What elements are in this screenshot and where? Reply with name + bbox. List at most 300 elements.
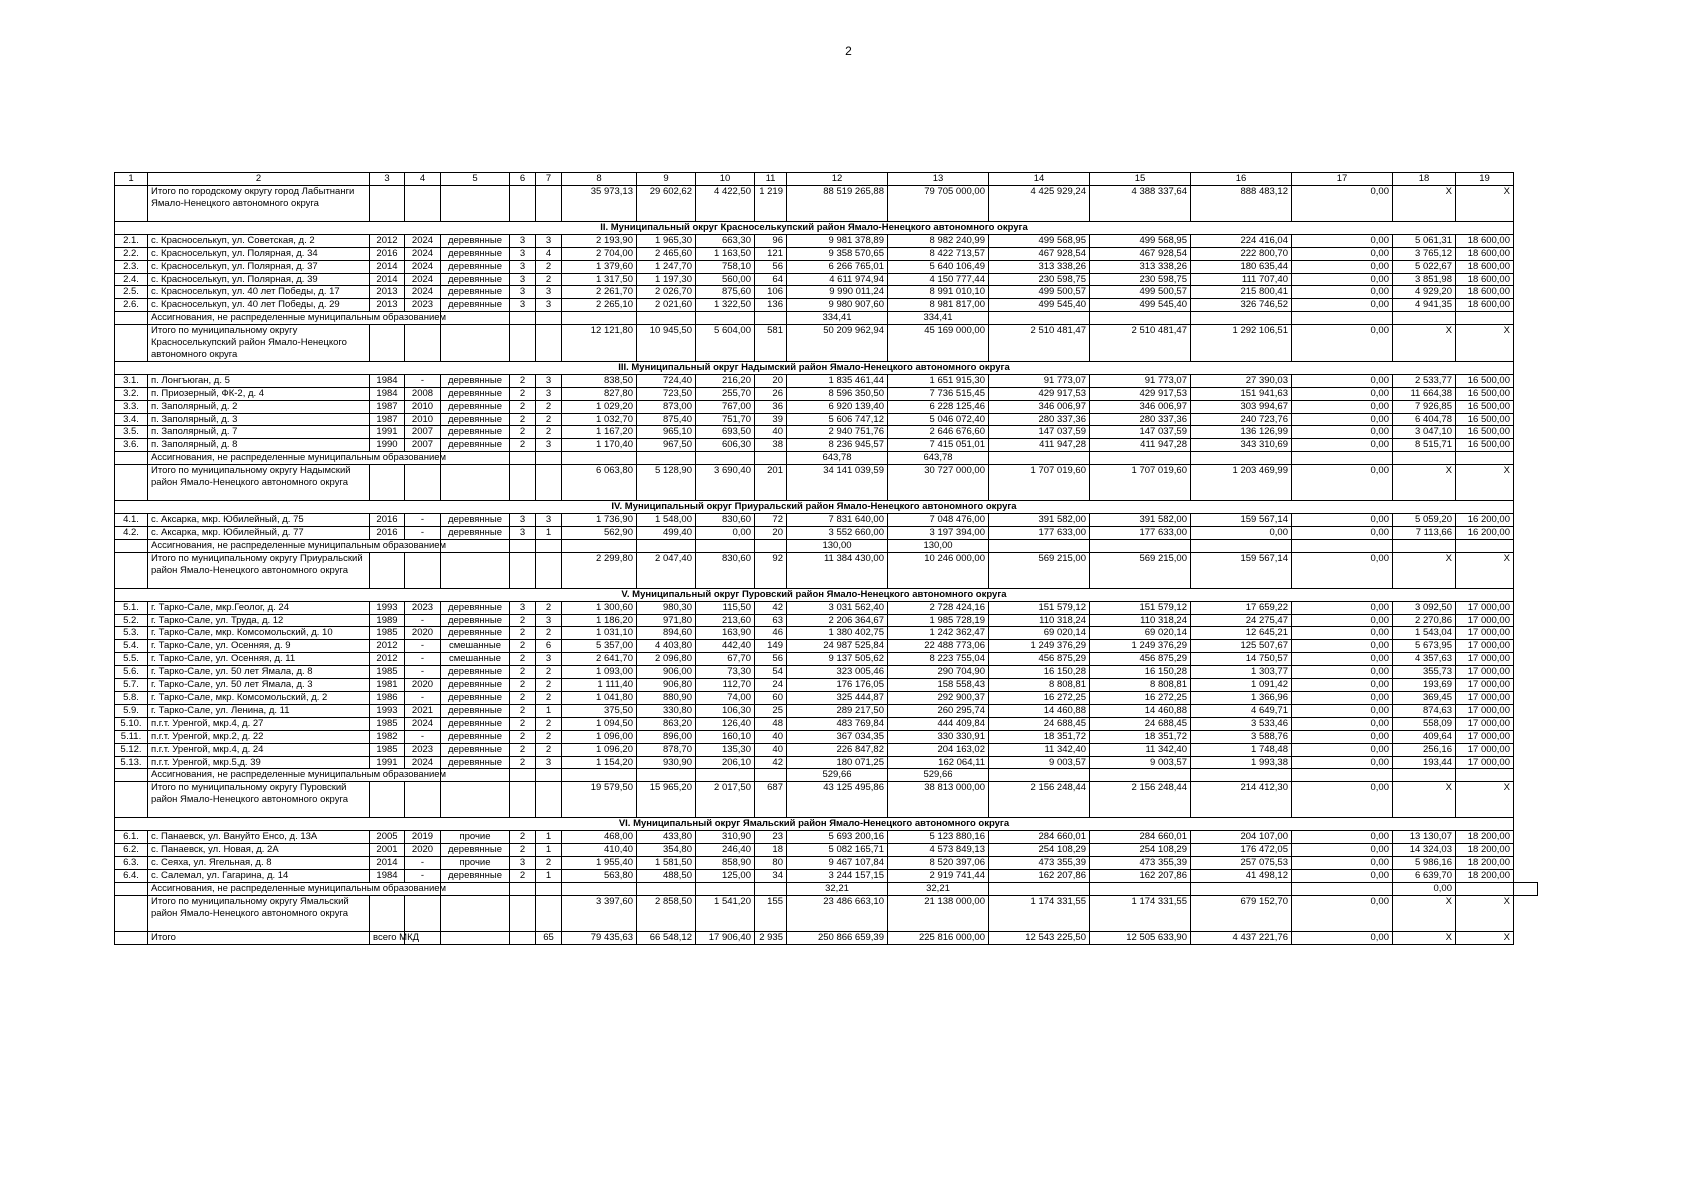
value-cell: 1 249 376,29 <box>989 640 1090 653</box>
table-row <box>115 299 1538 312</box>
table-row <box>115 666 1538 679</box>
column-number-cell: 2 <box>148 173 370 186</box>
value-cell: 1 748,48 <box>1191 743 1292 756</box>
row-name-cell: г. Тарко-Сале, ул. Осенняя, д. 11 <box>148 653 370 666</box>
value-cell: 110 318,24 <box>989 614 1090 627</box>
value-cell: 42 <box>755 756 787 769</box>
value-cell <box>1393 539 1456 552</box>
value-cell: - <box>405 614 441 627</box>
value-cell: X <box>1456 185 1514 221</box>
value-cell: 3 533,46 <box>1191 717 1292 730</box>
column-number-cell: 15 <box>1090 173 1191 186</box>
value-cell: 21 138 000,00 <box>888 895 989 931</box>
row-number-cell: 5.10. <box>115 717 148 730</box>
value-cell <box>441 539 510 552</box>
value-cell: 2 <box>536 666 562 679</box>
value-cell: X <box>1393 185 1456 221</box>
value-cell: деревянные <box>441 374 510 387</box>
value-cell <box>370 895 405 931</box>
value-cell: X <box>1393 465 1456 501</box>
table-row <box>115 286 1538 299</box>
value-cell: 0,00 <box>1292 387 1393 400</box>
value-cell: 5 693 200,16 <box>787 831 888 844</box>
value-cell: 1 955,40 <box>562 857 637 870</box>
value-cell: 3 <box>536 387 562 400</box>
value-cell: 8 808,81 <box>1090 679 1191 692</box>
subtotal-row <box>115 325 1538 362</box>
row-name-cell: п. Заполярный, д. 3 <box>148 413 370 426</box>
value-cell: 284 660,01 <box>989 831 1090 844</box>
value-cell <box>441 782 510 818</box>
value-cell: 65 <box>536 931 562 944</box>
table-row <box>115 387 1538 400</box>
value-cell: 873,00 <box>637 400 696 413</box>
value-cell: 11 664,38 <box>1393 387 1456 400</box>
value-cell <box>510 185 536 221</box>
value-cell <box>637 882 696 895</box>
value-cell: 24 688,45 <box>1090 717 1191 730</box>
value-cell: 1 543,04 <box>1393 627 1456 640</box>
row-number-cell: 5.12. <box>115 743 148 756</box>
value-cell: 9 003,57 <box>1090 756 1191 769</box>
column-number-cell: 19 <box>1456 173 1514 186</box>
grand-total-row <box>115 931 1538 944</box>
row-name-cell: г. Тарко-Сале, ул. Осенняя, д. 9 <box>148 640 370 653</box>
value-cell: 1 096,20 <box>562 743 637 756</box>
value-cell: 971,80 <box>637 614 696 627</box>
value-cell: 560,00 <box>696 273 755 286</box>
value-cell: 442,40 <box>696 640 755 653</box>
value-cell: 1 163,50 <box>696 247 755 260</box>
value-cell: 69 020,14 <box>989 627 1090 640</box>
value-cell: 204 163,02 <box>888 743 989 756</box>
subtotal-row <box>115 465 1538 501</box>
value-cell: 2 <box>510 730 536 743</box>
value-cell: 1 041,80 <box>562 692 637 705</box>
value-cell: 2 <box>510 614 536 627</box>
value-cell: 2 <box>510 717 536 730</box>
value-cell: 24 688,45 <box>989 717 1090 730</box>
value-cell: 2016 <box>370 514 405 527</box>
value-cell: 2010 <box>405 413 441 426</box>
value-cell: 5 640 106,49 <box>888 260 989 273</box>
value-cell <box>637 539 696 552</box>
table-row <box>115 730 1538 743</box>
value-cell: 106 <box>755 286 787 299</box>
value-cell <box>1292 452 1393 465</box>
value-cell <box>536 552 562 588</box>
row-name-cell: г. Тарко-Сале, ул. 50 лет Ямала, д. 8 <box>148 666 370 679</box>
row-number-cell: 5.3. <box>115 627 148 640</box>
table-row <box>115 679 1538 692</box>
value-cell: 1 247,70 <box>637 260 696 273</box>
value-cell: 7 415 051,01 <box>888 439 989 452</box>
value-cell: 40 <box>755 730 787 743</box>
row-number-cell <box>115 312 148 325</box>
value-cell: 0,00 <box>1292 400 1393 413</box>
value-cell: 18 200,00 <box>1456 869 1514 882</box>
value-cell: 18 600,00 <box>1456 273 1514 286</box>
value-cell <box>536 325 562 362</box>
value-cell: 1984 <box>370 374 405 387</box>
value-cell: 0,00 <box>1292 247 1393 260</box>
value-cell: 0,00 <box>1292 514 1393 527</box>
value-cell: 16 500,00 <box>1456 374 1514 387</box>
section-header-row <box>115 501 1538 514</box>
value-cell: 5 061,31 <box>1393 234 1456 247</box>
value-cell: 3 397,60 <box>562 895 637 931</box>
value-cell: 17 000,00 <box>1456 627 1514 640</box>
value-cell: 0,00 <box>1292 601 1393 614</box>
value-cell: 3 552 660,00 <box>787 526 888 539</box>
section-title: II. Муниципальный округ Красноселькупский район Ямало-Ненецкого автономного округа <box>115 221 1514 234</box>
value-cell: 8 223 755,04 <box>888 653 989 666</box>
value-cell: 34 <box>755 869 787 882</box>
value-cell: 1 154,20 <box>562 756 637 769</box>
value-cell: 2 <box>536 601 562 614</box>
row-name-cell: с. Панаевск, ул. Вануйто Енсо, д. 13А <box>148 831 370 844</box>
row-number-cell: 6.1. <box>115 831 148 844</box>
value-cell: 6 228 125,46 <box>888 400 989 413</box>
value-cell: - <box>405 653 441 666</box>
value-cell <box>536 769 562 782</box>
row-name-cell: г. Тарко-Сале, мкр. Комсомольский, д. 10 <box>148 627 370 640</box>
value-cell: 56 <box>755 260 787 273</box>
value-cell: 18 351,72 <box>1090 730 1191 743</box>
value-cell: 1993 <box>370 704 405 717</box>
value-cell: 16 500,00 <box>1456 400 1514 413</box>
row-number-cell: 5.13. <box>115 756 148 769</box>
value-cell: 4 357,63 <box>1393 653 1456 666</box>
row-number-cell: 3.3. <box>115 400 148 413</box>
value-cell: 1 835 461,44 <box>787 374 888 387</box>
value-cell: 4 388 337,64 <box>1090 185 1191 221</box>
value-cell: 2 017,50 <box>696 782 755 818</box>
value-cell: 25 <box>755 704 787 717</box>
table-row <box>115 526 1538 539</box>
value-cell: 2 533,77 <box>1393 374 1456 387</box>
table-row <box>115 514 1538 527</box>
value-cell: 3 <box>536 614 562 627</box>
value-cell: 290 704,90 <box>888 666 989 679</box>
row-name-cell: п.г.т. Уренгой, мкр.4, д. 24 <box>148 743 370 756</box>
row-number-cell: 4.2. <box>115 526 148 539</box>
value-cell: 64 <box>755 273 787 286</box>
value-cell: 499 568,95 <box>1090 234 1191 247</box>
unallocated-row <box>115 452 1538 465</box>
value-cell: 56 <box>755 653 787 666</box>
value-cell: 8 236 945,57 <box>787 439 888 452</box>
value-cell: 125 507,67 <box>1191 640 1292 653</box>
value-cell: 2 <box>510 627 536 640</box>
value-cell: X <box>1393 895 1456 931</box>
value-cell: 2024 <box>405 247 441 260</box>
value-cell: X <box>1456 895 1514 931</box>
row-name-cell: п.г.т. Уренгой, мкр.4, д. 27 <box>148 717 370 730</box>
value-cell: 176 176,05 <box>787 679 888 692</box>
value-cell <box>1090 539 1191 552</box>
value-cell: 2024 <box>405 234 441 247</box>
column-number-cell: 4 <box>405 173 441 186</box>
value-cell: 50 209 962,94 <box>787 325 888 362</box>
value-cell: 0,00 <box>1292 931 1393 944</box>
value-cell: 40 <box>755 743 787 756</box>
value-cell: 260 295,74 <box>888 704 989 717</box>
value-cell: 0,00 <box>1292 614 1393 627</box>
section-header-row <box>115 221 1538 234</box>
value-cell: 965,10 <box>637 426 696 439</box>
value-cell: 149 <box>755 640 787 653</box>
value-cell: 758,10 <box>696 260 755 273</box>
value-cell: 7 736 515,45 <box>888 387 989 400</box>
value-cell: 10 945,50 <box>637 325 696 362</box>
value-cell: 2 021,60 <box>637 299 696 312</box>
value-cell: 6 404,78 <box>1393 413 1456 426</box>
value-cell <box>1191 769 1292 782</box>
value-cell <box>1514 882 1538 895</box>
value-cell: 16 500,00 <box>1456 426 1514 439</box>
table-row <box>115 756 1538 769</box>
value-cell: деревянные <box>441 692 510 705</box>
value-cell: 3 <box>510 273 536 286</box>
value-cell: 3 <box>510 857 536 870</box>
value-cell <box>536 782 562 818</box>
value-cell: 1 032,70 <box>562 413 637 426</box>
data-table <box>114 172 1538 945</box>
value-cell: 1 197,30 <box>637 273 696 286</box>
value-cell: 3 <box>510 247 536 260</box>
value-cell: 4 929,20 <box>1393 286 1456 299</box>
value-cell <box>1456 452 1514 465</box>
value-cell: 2 510 481,47 <box>1090 325 1191 362</box>
value-cell: 91 773,07 <box>1090 374 1191 387</box>
subtotal-row <box>115 782 1538 818</box>
value-cell: 2 <box>536 426 562 439</box>
value-cell: 2 026,70 <box>637 286 696 299</box>
subtotal-row <box>115 552 1538 588</box>
value-cell: 180 071,25 <box>787 756 888 769</box>
value-cell: 411 947,28 <box>989 439 1090 452</box>
value-cell <box>1191 539 1292 552</box>
value-cell: 2023 <box>405 743 441 756</box>
row-number-cell: 6.4. <box>115 869 148 882</box>
value-cell: 240 723,76 <box>1191 413 1292 426</box>
value-cell: 0,00 <box>1292 831 1393 844</box>
value-cell: 906,80 <box>637 679 696 692</box>
value-cell: 562,90 <box>562 526 637 539</box>
value-cell: 3 <box>536 653 562 666</box>
value-cell <box>370 465 405 501</box>
value-cell: 1984 <box>370 869 405 882</box>
value-cell: деревянные <box>441 666 510 679</box>
value-cell: 643,78 <box>787 452 888 465</box>
row-number-cell: 5.11. <box>115 730 148 743</box>
value-cell: 2023 <box>405 299 441 312</box>
unallocated-row <box>115 312 1538 325</box>
row-number-cell <box>115 882 148 895</box>
row-name-cell: п. Заполярный, д. 7 <box>148 426 370 439</box>
value-cell: 125,00 <box>696 869 755 882</box>
value-cell <box>1090 769 1191 782</box>
value-cell: 0,00 <box>1393 882 1456 895</box>
value-cell: 3 047,10 <box>1393 426 1456 439</box>
value-cell: 60 <box>755 692 787 705</box>
value-cell: 767,00 <box>696 400 755 413</box>
value-cell: 3 <box>536 514 562 527</box>
value-cell: 115,50 <box>696 601 755 614</box>
value-cell <box>696 882 755 895</box>
value-cell: 7 831 640,00 <box>787 514 888 527</box>
column-number-cell: 10 <box>696 173 755 186</box>
value-cell: 2 510 481,47 <box>989 325 1090 362</box>
value-cell: 456 875,29 <box>1090 653 1191 666</box>
value-cell <box>1090 452 1191 465</box>
value-cell: X <box>1393 782 1456 818</box>
value-cell: 693,50 <box>696 426 755 439</box>
value-cell: 254 108,29 <box>989 844 1090 857</box>
value-cell: 3 <box>536 299 562 312</box>
value-cell: 162 207,86 <box>989 869 1090 882</box>
table-row <box>115 717 1538 730</box>
value-cell: 0,00 <box>1292 869 1393 882</box>
value-cell <box>536 185 562 221</box>
column-number-cell: 14 <box>989 173 1090 186</box>
value-cell: 878,70 <box>637 743 696 756</box>
value-cell: 3 <box>536 439 562 452</box>
value-cell: деревянные <box>441 601 510 614</box>
value-cell <box>989 312 1090 325</box>
value-cell: 280 337,36 <box>989 413 1090 426</box>
value-cell: 2016 <box>370 526 405 539</box>
value-cell <box>989 882 1090 895</box>
value-cell: 0,00 <box>1292 857 1393 870</box>
value-cell: 160,10 <box>696 730 755 743</box>
value-cell: 2 206 364,67 <box>787 614 888 627</box>
value-cell <box>441 185 510 221</box>
value-cell: 18 600,00 <box>1456 234 1514 247</box>
value-cell: 606,30 <box>696 439 755 452</box>
value-cell: 1 322,50 <box>696 299 755 312</box>
value-cell: 1 317,50 <box>562 273 637 286</box>
value-cell: 16 500,00 <box>1456 439 1514 452</box>
value-cell: 0,00 <box>1292 413 1393 426</box>
row-name-cell: с. Аксарка, мкр. Юбилейный, д. 75 <box>148 514 370 527</box>
value-cell: 1981 <box>370 679 405 692</box>
value-cell: 11 342,40 <box>989 743 1090 756</box>
value-cell: 1 091,42 <box>1191 679 1292 692</box>
value-cell: 1985 <box>370 743 405 756</box>
value-cell: 20 <box>755 374 787 387</box>
value-cell: 13 130,07 <box>1393 831 1456 844</box>
row-name-cell: Ассигнования, не распределенные муниципальным образованием <box>148 312 370 325</box>
value-cell: 9 467 107,84 <box>787 857 888 870</box>
value-cell: X <box>1393 552 1456 588</box>
value-cell: деревянные <box>441 400 510 413</box>
value-cell: 35 973,13 <box>562 185 637 221</box>
table-row <box>115 439 1538 452</box>
value-cell: 456 875,29 <box>989 653 1090 666</box>
value-cell <box>755 452 787 465</box>
value-cell: 121 <box>755 247 787 260</box>
column-number-cell: 12 <box>787 173 888 186</box>
value-cell: 2024 <box>405 273 441 286</box>
value-cell: 0,00 <box>1292 782 1393 818</box>
row-number-cell: 5.9. <box>115 704 148 717</box>
row-number-cell: 2.4. <box>115 273 148 286</box>
value-cell: 894,60 <box>637 627 696 640</box>
value-cell: 14 750,57 <box>1191 653 1292 666</box>
value-cell: 3 <box>536 234 562 247</box>
value-cell: 499 568,95 <box>989 234 1090 247</box>
value-cell: 2 <box>510 756 536 769</box>
value-cell <box>637 452 696 465</box>
value-cell: 3 851,98 <box>1393 273 1456 286</box>
value-cell: 2 <box>510 844 536 857</box>
value-cell <box>405 185 441 221</box>
value-cell: 1993 <box>370 601 405 614</box>
value-cell: 375,50 <box>562 704 637 717</box>
row-name-cell: г. Тарко-Сале, ул. Труда, д. 12 <box>148 614 370 627</box>
value-cell <box>536 465 562 501</box>
value-cell: 29 602,62 <box>637 185 696 221</box>
value-cell: 0,00 <box>696 526 755 539</box>
value-cell: 19 579,50 <box>562 782 637 818</box>
value-cell: 16 150,28 <box>1090 666 1191 679</box>
value-cell: 254 108,29 <box>1090 844 1191 857</box>
value-cell <box>536 895 562 931</box>
row-number-cell: 5.7. <box>115 679 148 692</box>
row-name-cell: п. Заполярный, д. 8 <box>148 439 370 452</box>
row-name-cell: Итого <box>148 931 370 944</box>
value-cell: 0,00 <box>1292 717 1393 730</box>
value-cell: 6 639,70 <box>1393 869 1456 882</box>
value-cell: 18 <box>755 844 787 857</box>
value-cell: 6 266 765,01 <box>787 260 888 273</box>
row-name-cell: Ассигнования, не распределенные муниципальным образованием <box>148 769 370 782</box>
value-cell: 323 005,46 <box>787 666 888 679</box>
value-cell: 830,60 <box>696 514 755 527</box>
section-title: III. Муниципальный округ Надымский район Ямало-Ненецкого автономного округа <box>115 361 1514 374</box>
value-cell: 32,21 <box>888 882 989 895</box>
value-cell: 17 000,00 <box>1456 756 1514 769</box>
value-cell: 162 207,86 <box>1090 869 1191 882</box>
value-cell: 1 292 106,51 <box>1191 325 1292 362</box>
value-cell: 9 990 011,24 <box>787 286 888 299</box>
section-header-row <box>115 361 1538 374</box>
value-cell <box>441 465 510 501</box>
value-cell: 499 500,57 <box>989 286 1090 299</box>
value-cell <box>510 539 536 552</box>
value-cell: 875,60 <box>696 286 755 299</box>
value-cell: 499 545,40 <box>989 299 1090 312</box>
value-cell: 3 765,12 <box>1393 247 1456 260</box>
value-cell: 230 598,75 <box>989 273 1090 286</box>
value-cell <box>510 882 536 895</box>
value-cell: 147 037,59 <box>1090 426 1191 439</box>
value-cell <box>562 769 637 782</box>
column-number-cell: 11 <box>755 173 787 186</box>
value-cell: 23 <box>755 831 787 844</box>
value-cell <box>755 312 787 325</box>
value-cell: 4 <box>536 247 562 260</box>
row-number-cell <box>115 539 148 552</box>
section-title: VI. Муниципальный округ Ямальский район Ямало-Ненецкого автономного округа <box>115 818 1514 831</box>
value-cell: 155 <box>755 895 787 931</box>
value-cell: 2008 <box>405 387 441 400</box>
value-cell: 16 500,00 <box>1456 413 1514 426</box>
table-row <box>115 627 1538 640</box>
row-name-cell: г. Тарко-Сале, мкр. Комсомольский, д. 2 <box>148 692 370 705</box>
